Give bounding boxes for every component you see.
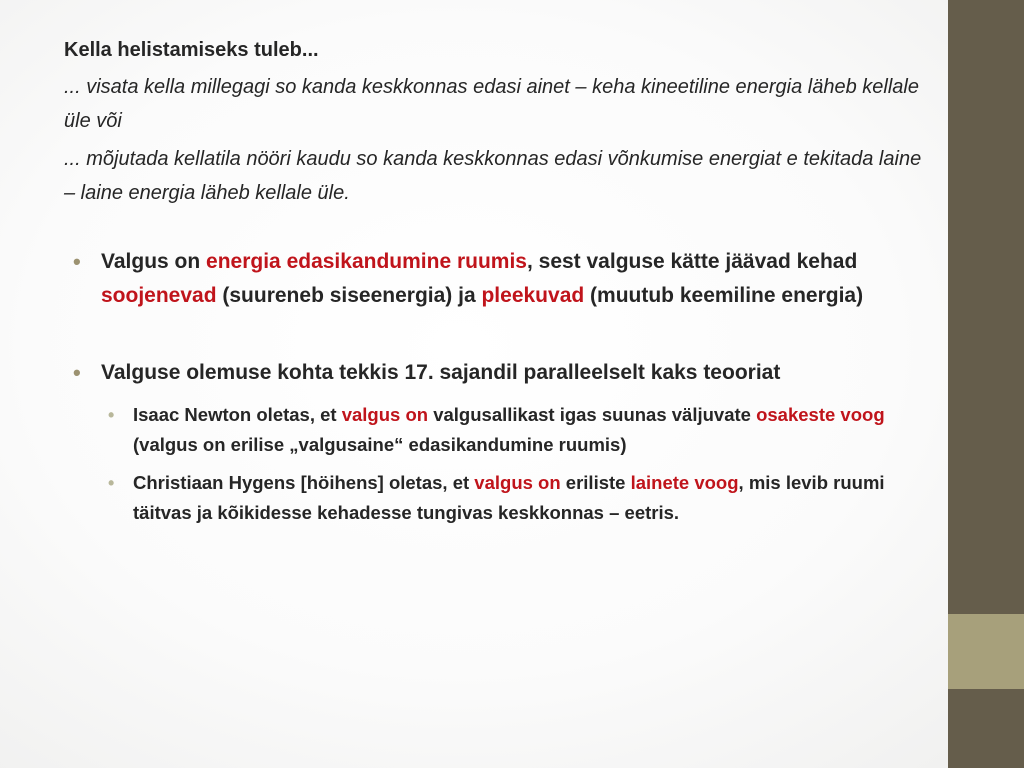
highlight-text: osakeste voog [756,404,885,425]
intro-heading: Kella helistamiseks tuleb... [64,39,319,61]
intro-paragraph-2: ... mõjutada kellatila nööri kaudu so kanda keskkonnas edasi võnkumise energiat e tekitada laine – laine energia läheb kellale üle. [64,148,922,204]
highlight-text: valgus on [341,404,429,425]
highlight-text: energia edasikandumine ruumis [206,250,527,273]
bullet-dot-icon: • [73,249,81,274]
intro-paragraph-1: ... visata kella millegagi so kanda keskkonnas edasi ainet – keha kineetiline energia läheb kellale üle või [64,76,919,132]
sub-bullet-dot-icon: • [108,405,115,425]
sub-bullet-text: eriliste [560,472,631,493]
highlight-text: valgus on [474,472,561,493]
highlight-text: soojenevad [101,284,217,307]
sub-bullet-text: , mis levib ruumi täitvas ja kõikidesse kehadesse tungivas keskkonnas – eetris. [133,472,885,523]
sub-bullet-text: Isaac Newton oletas, et [133,404,342,425]
highlight-text: lainete voog [630,472,739,493]
bullet-text: Valgus on [101,250,207,273]
sub-bullet-text: valgusallikast igas suunas väljuvate [428,404,757,425]
bullet-list [64,245,934,528]
bullet-dot-icon: • [73,360,81,385]
sub-bullet-list [101,400,934,528]
sub-bullet-text: Christiaan Hygens [höihens] oletas, et [133,472,475,493]
sub-bullet-dot-icon: • [108,473,115,493]
sidebar-accent-block [948,614,1024,689]
bullet-text: (muutub keemiline energia) [584,284,864,307]
bullet-text: Valguse olemuse kohta tekkis 17. sajandil paralleelselt kaks teooriat [101,361,781,384]
highlight-text: pleekuvad [481,284,585,307]
intro-section [64,33,934,210]
bullet-light-theories [64,356,934,528]
sub-bullet-newton [101,400,934,460]
bullet-text: , sest valguse kätte jäävad kehad [526,250,858,273]
bullet-light-energy [64,245,934,313]
sub-bullet-hygens [101,468,934,528]
slide-content [64,33,934,571]
bullet-text: (suureneb siseenergia) ja [216,284,482,307]
sub-bullet-text: (valgus on erilise „valgusaine“ edasikandumine ruumis) [133,434,627,455]
